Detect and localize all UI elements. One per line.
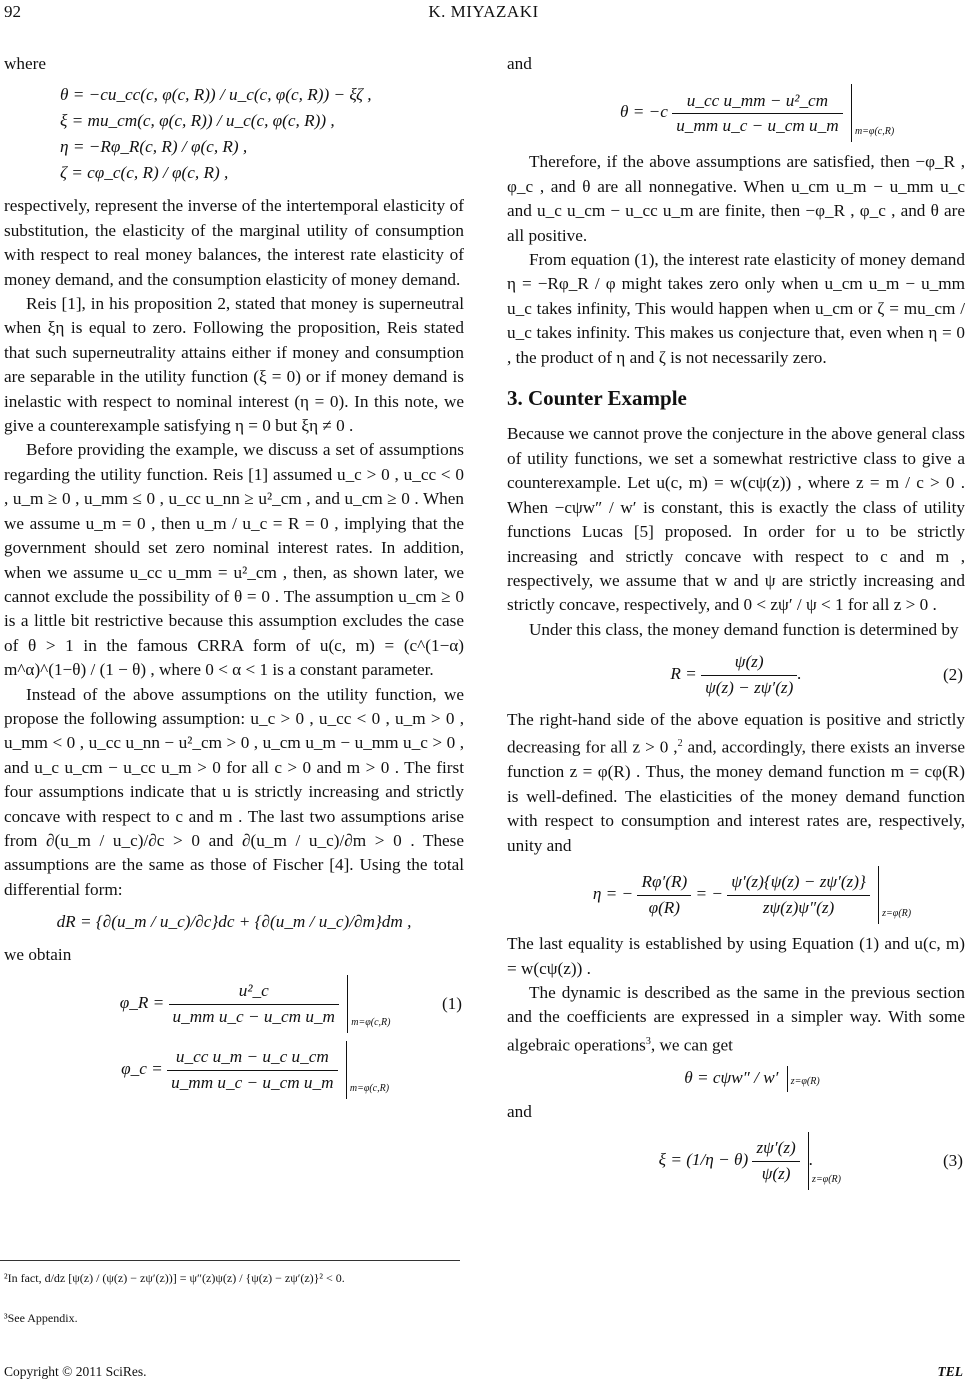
right-column: [507, 52, 965, 1198]
footnote-3: ³See Appendix.: [4, 1311, 78, 1325]
evaluation-bar: m=φ(c,R): [346, 1041, 347, 1099]
equation-1: [4, 975, 464, 1033]
def-theta: θ = −cu_cc(c, φ(c, R)) / u_c(c, φ(c, R)) − ξζ ,: [60, 85, 372, 105]
def-zeta: ζ = cφ_c(c, R) / φ(c, R) ,: [60, 163, 229, 183]
def-eta: η = −Rφ_R(c, R) / φ(c, R) ,: [60, 137, 248, 157]
paragraph: we obtain: [4, 944, 72, 964]
evaluation-bar: z=φ(R): [787, 1066, 788, 1092]
footnote-2: ²In fact, d/dz [ψ(z) / (ψ(z) − zψ′(z))] = ψ″(z)ψ(z) / {ψ(z) − zψ′(z)}² < 0.: [4, 1271, 345, 1285]
theta-equation: θ = −c $\frac{\text{u\_cc u\_mm − u²\_cm}}{\text{u\_mm u\_c − u\_cm u\_m}}$ m=φ(c,R): [507, 84, 965, 142]
eq2-fraction: $\frac{\psi(z)}{\psi(z) - z\psi'(z)}$: [701, 650, 797, 700]
paragraph: The dynamic is described as the same in the previous section and the coefficients are expressed in a simpler way. With some algebraic operations$^3$, we can get: [507, 982, 965, 1055]
where-label: where: [4, 54, 46, 73]
total-differential-equation: dR = {∂(u_m / u_c)/∂c}dc + {∂(u_m / u_c)/∂m}dm ,: [56, 912, 412, 932]
equation-number: (3): [942, 1151, 963, 1171]
equation-number: (2): [942, 664, 963, 684]
paragraph: The right-hand side of the above equation is positive and strictly decreasing for all z > 0 ,$^2$ and, accordingly, there exists an inverse function z = φ(R) . Thus, the money demand function m = cφ(R) is well-defined. The elasticities of the money demand function with respect to consumption and interest rates are, respectively, unity and: [507, 709, 966, 855]
paragraph: From equation (1), the interest rate elasticity of money demand η = −Rφ_R / φ might takes zero only when u_cm u_m − u_mm u_c takes infinity, This would happen when u_cm or ζ = mu_cm / u_c takes infinity. This makes us conjecture that, even when η = 0 , the product of η and ζ is not necessarily zero.: [507, 250, 965, 367]
journal-abbrev: TEL: [937, 1364, 963, 1379]
evaluation-bar: z=φ(R): [878, 866, 879, 924]
theta-fraction: $\frac{\text{u\_cc u\_mm − u²\_cm}}{\text{u\_mm u\_c − u\_cm u\_m}}$: [672, 89, 842, 139]
eq1-fraction: $\frac{\text{u²\_c}}{\text{u\_mm u\_c − u\_cm u\_m}}$: [169, 979, 339, 1029]
equation-1b: [4, 1041, 464, 1099]
copyright-text: Copyright © 2011 SciRes.: [4, 1364, 147, 1379]
elasticity-definitions: [60, 82, 464, 186]
section-heading: 3. Counter Example: [507, 386, 687, 411]
page-number: 92: [4, 2, 21, 21]
running-author: K. MIYAZAKI: [428, 2, 539, 21]
paragraph: and: [507, 54, 532, 73]
def-xi: ξ = mu_cm(c, φ(c, R)) / u_c(c, φ(c, R)) ,: [60, 111, 335, 131]
eq1-lhs: φ_R =: [119, 992, 165, 1012]
left-column: [4, 52, 464, 1107]
eq3-fraction: $\frac{z\psi'(z)}{\psi(z)}$: [752, 1136, 799, 1186]
paragraph: The last equality is established by using Equation (1) and u(c, m) = w(cψ(z)) .: [507, 934, 965, 978]
footnote-ref: 3: [645, 1035, 651, 1047]
running-header: [0, 2, 967, 26]
footnote-rule: [0, 1260, 460, 1261]
paragraph: Reis [1], in his proposition 2, stated that money is superneutral when ξη is equal to zero. Following the proposition, Reis stated that such superneutrality attains either if money and consumption are separable in the utility function (ξ = 0) or if money demand is inelastic with respect to nominal interest (η = 0). In this note, we give a counterexample satisfying η = 0 but ξη ≠ 0 .: [4, 294, 464, 436]
equation-2: R = $\frac{\psi(z)}{\psi(z) - z\psi'(z)}$ . (2): [507, 650, 965, 700]
equation-number: (1): [441, 993, 462, 1013]
eq1b-fraction: $\frac{\text{u\_cc u\_m − u\_c u\_cm}}{\text{u\_mm u\_c − u\_cm u\_m}}$: [167, 1045, 337, 1095]
paragraph: Instead of the above assumptions on the utility function, we propose the following assumption: u_c > 0 , u_cc < 0 , u_m > 0 , u_mm < 0 , u_cc u_nn − u²_cm > 0 , u_cm u_m − u_mm u_c > 0 , and u_c u_cm − u_cc u_m > 0 for all c > 0 and m > 0 . The first four assumptions indicate that u is strictly increasing and strictly concave with respect to c and m . The last two assumptions arise from ∂(u_m / u_c)/∂c > 0 and ∂(u_m / u_c)/∂m > 0 . These assumptions are the same as those of Fischer [4]. Using the total differential form:: [4, 684, 464, 899]
paragraph: Therefore, if the above assumptions are satisfied, then −φ_R , φ_c , and θ are all nonnegative. When u_cm u_m − u_mm u_c and u_c u_cm − u_cc u_m are finite, then −φ_R , φ_c , and θ are all positive.: [507, 152, 965, 245]
eta-equation: η = − $\frac{R\varphi'(R)}{\varphi(R)}$ = − $\frac{\psi'(z)\{\psi(z) - z\psi'(z)\}}{z\psi(z)\psi''(z)}$ z=φ(R): [507, 866, 965, 924]
paragraph: and: [507, 1101, 532, 1121]
paragraph: respectively, represent the inverse of the intertemporal elasticity of substitution, the elasticity of the marginal utility of consumption with respect to real money balances, the interest rate elasticity of money demand, and the consumption elasticity of money demand.: [4, 196, 464, 289]
paragraph: Before providing the example, we discuss a set of assumptions regarding the utility function. Reis [1] assumed u_c > 0 , u_cc < 0 , u_m ≥ 0 , u_mm ≤ 0 , u_cc u_nn ≥ u²_cm , and u_cm ≥ 0 . When we assume u_m = 0 , then u_m / u_c = R = 0 , implying that the government should set zero nominal interest rates. In addition, when we assume u_cc u_mm = u²_cm , then, as shown later, we cannot exclude the possibility of θ = 0 . The assumption u_cm ≥ 0 is a little bit restrictive because this assumption excludes the case of θ > 1 in the famous CRRA form of u(c, m) = (c^(1−α) m^α)^(1−θ) / (1 − θ) , where 0 < α < 1 is a constant parameter.: [4, 440, 464, 680]
footnote-ref: 2: [677, 738, 683, 750]
evaluation-bar: m=φ(c,R): [851, 84, 852, 142]
eq1b-lhs: φ_c =: [121, 1058, 163, 1078]
theta-lucas-equation: θ = cψw″ / w′ z=φ(R): [507, 1066, 965, 1092]
paragraph: Under this class, the money demand function is determined by: [529, 619, 959, 639]
paragraph: Because we cannot prove the conjecture in the above general class of utility functions, we set a somewhat restrictive class to give a counterexample. Let u(c, m) = w(cψ(z)) , where z = m / c > 0 . When −cψw″ / w′ is constant, this is exactly the class of utility functions Lucas [5] proposed. In order for u to be strictly increasing and strictly concave with respect to c and m , respectively, we assume that w and ψ are strictly increasing and strictly concave, respectively, and 0 < zψ′ / ψ < 1 for all z > 0 .: [507, 424, 965, 615]
evaluation-bar: m=φ(c,R): [347, 975, 348, 1033]
equation-3: ξ = (1/η − θ) $\frac{z\psi'(z)}{\psi(z)}$ z=φ(R) . (3): [507, 1132, 965, 1190]
evaluation-bar: z=φ(R): [808, 1132, 809, 1190]
